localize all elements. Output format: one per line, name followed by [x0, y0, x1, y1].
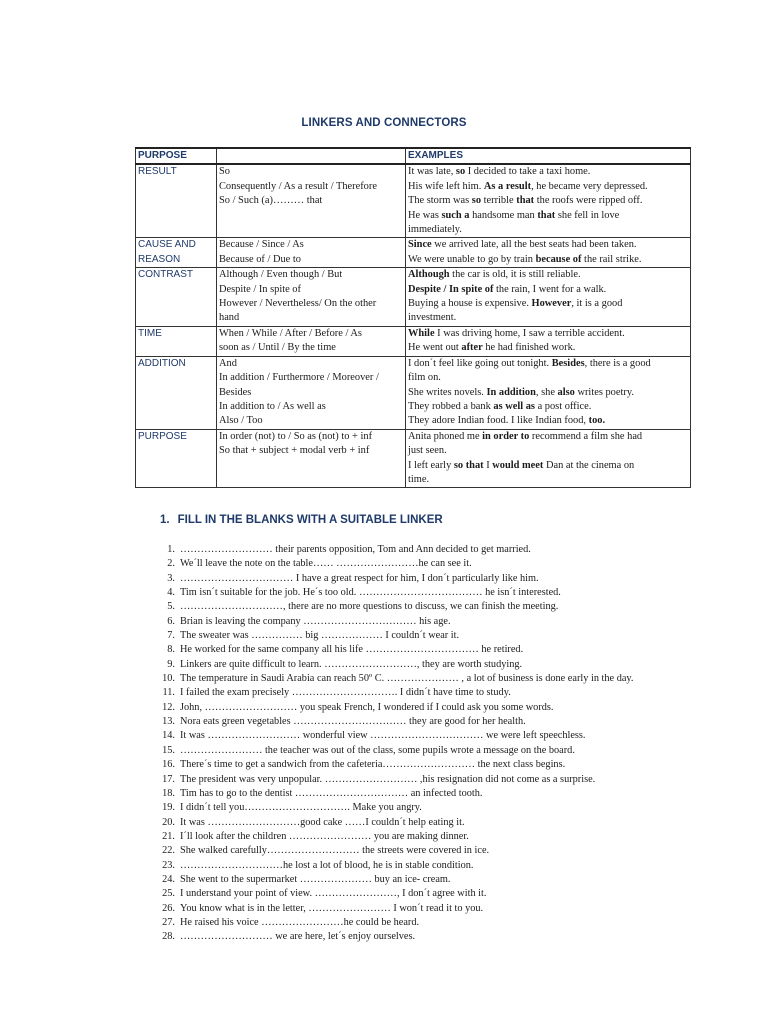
linker-highlight: such a [441, 209, 470, 221]
purpose-cell [136, 429, 217, 488]
linker-highlight: Besides [551, 357, 585, 369]
linker-highlight: too. [588, 415, 606, 427]
list-item [155, 615, 695, 629]
item-sentence: There´s time to get a sandwich from the cafeteria……………………… the next class begins. [180, 759, 566, 771]
example-text: immediately. [408, 224, 462, 236]
example-line [408, 238, 688, 252]
purpose-label: CONTRAST [138, 269, 193, 281]
purpose-label: ADDITION [138, 357, 186, 369]
linker-highlight: Since [408, 239, 432, 251]
linker-text: Consequently / As a result / Therefore [219, 180, 377, 192]
examples-cell [406, 326, 691, 356]
item-number: 8. [167, 644, 175, 656]
example-text: He was [408, 209, 442, 221]
example-line [408, 327, 688, 341]
example-line [408, 268, 688, 282]
examples-cell [406, 429, 691, 488]
item-sentence: I´ll look after the children …………………… you are making dinner. [180, 830, 469, 842]
example-text: I was driving home, I saw a terrible accident. [434, 327, 625, 339]
item-sentence: John, ……………………… you speak French, I wondered if I could ask you some words. [180, 701, 554, 713]
example-line [408, 194, 688, 208]
purpose-cell [136, 238, 217, 268]
item-sentence: ……………………… we are here, let´s enjoy ourselves. [180, 931, 416, 943]
example-text: Anita phoned me [408, 430, 483, 442]
item-number: 9. [167, 658, 175, 670]
linker-highlight: so [471, 195, 482, 207]
linker-highlight: that [537, 209, 556, 221]
linker-highlight: so [455, 166, 466, 178]
item-sentence: …………………………he lost a lot of blood, he is in stable condition. [180, 859, 474, 871]
table-row [136, 238, 691, 268]
example-text: , he became very depressed. [531, 180, 648, 192]
example-line [408, 283, 688, 297]
item-sentence: Nora eats green vegetables …………………………… they are good for her health. [180, 716, 526, 728]
item-number: 11. [162, 687, 175, 699]
item-sentence: ……………………… their parents opposition, Tom and Ann decided to get married. [180, 544, 531, 555]
item-number: 14. [162, 730, 175, 742]
purpose-cell [136, 326, 217, 356]
header-examples: EXAMPLES [406, 148, 691, 164]
item-sentence: Brian is leaving the company …………………………… his age. [180, 615, 451, 627]
example-line [408, 414, 688, 428]
purpose-label: RESULT [138, 166, 177, 178]
example-text: investment. [408, 312, 457, 324]
linker-text: Although / Even though / But [219, 269, 343, 281]
example-text: I [483, 459, 493, 471]
linkers-cell [217, 164, 406, 238]
linker-highlight: so that [453, 459, 484, 471]
example-text: the rail strike. [581, 253, 642, 265]
purpose-label: TIME [138, 327, 162, 339]
example-text: she fell in love [555, 209, 620, 221]
item-number: 13. [162, 716, 175, 728]
item-sentence: He worked for the same company all his life …………………………… he retired. [180, 644, 524, 656]
linker-text: soon as / Until / By the time [219, 342, 336, 354]
list-item [155, 600, 695, 614]
linkers-table [135, 147, 691, 488]
purpose-cell [136, 164, 217, 238]
example-text: She writes novels. [408, 386, 487, 398]
list-item [155, 844, 695, 858]
item-number: 16. [162, 759, 175, 771]
item-sentence: The president was very unpopular. ……………………… ,his resignation did not come as a surprise. [180, 773, 596, 785]
example-text: the car is old, it is still reliable. [449, 269, 581, 281]
item-sentence: You know what is in the letter, …………………… I won´t read it to you. [180, 902, 484, 914]
item-number: 19. [162, 802, 175, 814]
linker-text: And [219, 357, 237, 369]
item-number: 25. [162, 888, 175, 900]
linker-text: So that + subject + modal verb + inf [219, 445, 370, 457]
linker-highlight: Although [408, 269, 450, 281]
item-sentence: …………………… the teacher was out of the class, some pupils wrote a message on the board. [180, 744, 575, 756]
purpose-cell [136, 356, 217, 429]
item-number: 27. [162, 916, 175, 928]
list-item [155, 816, 695, 830]
list-item [155, 787, 695, 801]
example-line [408, 430, 688, 444]
item-number: 5. [167, 601, 175, 613]
item-sentence: I failed the exam precisely …………………………. I didn´t have time to study. [180, 687, 511, 699]
example-text: , it is a good [571, 298, 623, 310]
purpose-label: CAUSE AND [138, 239, 196, 251]
exercise-list [155, 543, 695, 943]
table-row [136, 429, 691, 488]
exercise-number: 1. [160, 514, 170, 526]
example-text: he had finished work. [482, 342, 576, 354]
list-item [155, 887, 695, 901]
linker-highlight: as well as [493, 400, 535, 412]
example-text: a post office. [534, 400, 592, 412]
item-number: 28. [162, 931, 175, 943]
list-item [155, 715, 695, 729]
linker-text: In order (not) to / So as (not) to + inf [219, 430, 373, 442]
example-line [408, 473, 688, 487]
item-number: 21. [162, 830, 175, 842]
item-sentence: Tim has to go to the dentist …………………………… an infected tooth. [180, 787, 483, 799]
linker-highlight: In addition [486, 386, 536, 398]
item-number: 24. [162, 873, 175, 885]
list-item [155, 930, 695, 943]
example-text: I don´t feel like going out tonight. [408, 357, 552, 369]
item-number: 17. [162, 773, 175, 785]
list-item [155, 744, 695, 758]
linker-text: So [219, 166, 230, 178]
purpose-label: PURPOSE [138, 430, 187, 442]
linker-highlight: However [531, 298, 572, 310]
linkers-cell [217, 429, 406, 488]
examples-cell [406, 164, 691, 238]
item-number: 26. [162, 902, 175, 914]
example-line [408, 223, 688, 237]
linker-highlight: While [408, 327, 435, 339]
item-sentence: It was ………………………good cake ……I couldn´t help eating it. [180, 816, 465, 828]
list-item [155, 643, 695, 657]
example-line [408, 444, 688, 458]
list-item [155, 729, 695, 743]
item-sentence: …………………………, there are no more questions to discuss, we can finish the meeting. [180, 601, 559, 613]
linker-highlight: Despite / In spite of [408, 283, 494, 295]
linker-text: Because / Since / As [219, 239, 304, 251]
item-sentence: The sweater was …………… big ……………… I couldn´t wear it. [180, 630, 460, 642]
list-item [155, 873, 695, 887]
example-text: just seen. [408, 445, 447, 457]
list-item [155, 773, 695, 787]
list-item [155, 801, 695, 815]
example-text: time. [408, 473, 430, 485]
examples-cell [406, 238, 691, 268]
example-text: recommend a film she had [529, 430, 643, 442]
item-sentence: It was ……………………… wonderful view …………………………… we were left speechless. [180, 730, 586, 742]
purpose-label: REASON [138, 253, 181, 265]
item-number: 20. [162, 816, 175, 828]
example-text: the roofs were ripped off. [534, 195, 643, 207]
example-line [408, 253, 688, 267]
linker-text: Because of / Due to [219, 253, 301, 265]
item-number: 7. [167, 630, 175, 642]
example-text: I left early [408, 459, 454, 471]
example-text: the rain, I went for a walk. [493, 283, 607, 295]
example-line [408, 357, 688, 371]
list-item [155, 586, 695, 600]
table-row [136, 268, 691, 327]
linker-highlight: would meet [492, 459, 544, 471]
example-line [408, 165, 688, 179]
example-line [408, 371, 688, 385]
example-line [408, 386, 688, 400]
example-text: It was late, [408, 166, 456, 178]
list-item [155, 572, 695, 586]
item-number: 18. [162, 787, 175, 799]
list-item [155, 701, 695, 715]
item-sentence: Linkers are quite difficult to learn. ………………………, they are worth studying. [180, 658, 523, 670]
item-number: 10. [162, 673, 175, 685]
example-text: handsome man [469, 209, 538, 221]
item-number: 3. [167, 572, 175, 584]
example-line [408, 180, 688, 194]
example-text: , she [535, 386, 558, 398]
linker-highlight: in order to [482, 430, 530, 442]
linkers-cell [217, 238, 406, 268]
linker-text: Despite / In spite of [219, 283, 301, 295]
item-number: 6. [167, 615, 175, 627]
list-item [155, 916, 695, 930]
list-item [155, 672, 695, 686]
linker-text: However / Nevertheless/ On the other [219, 298, 377, 310]
item-sentence: I didn´t tell you…………………………. Make you angry. [180, 802, 422, 814]
list-item [155, 758, 695, 772]
linker-highlight: that [516, 195, 535, 207]
list-item [155, 902, 695, 916]
example-line [408, 459, 688, 473]
list-item [155, 658, 695, 672]
example-text: terrible [481, 195, 517, 207]
item-sentence: …………………………… I have a great respect for him, I don´t particularly like him. [180, 572, 539, 584]
header-linkers [217, 148, 406, 164]
example-text: , there is a good [584, 357, 651, 369]
linker-text: In addition to / As well as [219, 400, 326, 412]
example-text: They robbed a bank [408, 400, 494, 412]
header-purpose: PURPOSE [136, 148, 217, 164]
table-header-row [136, 148, 691, 164]
example-text: His wife left him. [408, 180, 484, 192]
table-row [136, 356, 691, 429]
item-number: 4. [167, 587, 175, 599]
linker-highlight: also [557, 386, 575, 398]
list-item [155, 543, 695, 557]
page-title: LINKERS AND CONNECTORS [301, 117, 467, 129]
example-text: film on. [408, 372, 441, 384]
item-number: 1. [167, 544, 175, 555]
example-line [408, 311, 688, 325]
item-sentence: I understand your point of view. ……………………, I don´t agree with it. [180, 888, 487, 900]
table-row [136, 164, 691, 238]
list-item [155, 557, 695, 571]
item-sentence: He raised his voice ……………………he could be heard. [180, 916, 420, 928]
purpose-cell [136, 268, 217, 327]
linkers-cell [217, 268, 406, 327]
linkers-cell [217, 326, 406, 356]
example-text: Buying a house is expensive. [408, 298, 532, 310]
example-line [408, 297, 688, 311]
example-text: The storm was [408, 195, 472, 207]
item-sentence: Tim isn´t suitable for the job. He´s too old. ……………………………… he isn´t interested. [180, 587, 561, 599]
linker-text: When / While / After / Before / As [219, 327, 362, 339]
linker-highlight: because of [535, 253, 582, 265]
item-sentence: We´ll leave the note on the table…… ……………………he can see it. [180, 558, 472, 570]
example-text: We were unable to go by train [408, 253, 536, 265]
linker-highlight: after [461, 342, 483, 354]
linker-text: So / Such (a)……… that [219, 195, 323, 207]
item-number: 22. [162, 845, 175, 857]
linker-highlight: As a result [483, 180, 532, 192]
exercise-title: FILL IN THE BLANKS WITH A SUITABLE LINKER [177, 514, 443, 526]
example-text: He went out [408, 342, 462, 354]
list-item [155, 830, 695, 844]
example-text: we arrived late, all the best seats had been taken. [431, 239, 637, 251]
list-item [155, 859, 695, 873]
item-number: 2. [167, 558, 175, 570]
example-line [408, 341, 688, 355]
linker-text: In addition / Furthermore / Moreover / [219, 372, 379, 384]
example-line [408, 209, 688, 223]
example-text: Dan at the cinema on [543, 459, 635, 471]
item-sentence: She walked carefully……………………… the streets were covered in ice. [180, 845, 490, 857]
list-item [155, 686, 695, 700]
item-number: 12. [162, 701, 175, 713]
table-row [136, 326, 691, 356]
example-text: They adore Indian food. I like Indian food, [408, 415, 589, 427]
linker-text: hand [219, 312, 240, 324]
item-number: 23. [162, 859, 175, 871]
examples-cell [406, 268, 691, 327]
example-text: writes poetry. [574, 386, 634, 398]
example-line [408, 400, 688, 414]
exercise-heading [160, 514, 443, 526]
item-number: 15. [162, 744, 175, 756]
examples-cell [406, 356, 691, 429]
item-sentence: The temperature in Saudi Arabia can reach 50º C. ………………… , a lot of business is done early in the day. [180, 673, 634, 685]
example-text: I decided to take a taxi home. [465, 166, 591, 178]
linker-text: Besides [219, 386, 252, 398]
item-sentence: She went to the supermarket ………………… buy an ice- cream. [180, 873, 451, 885]
list-item [155, 629, 695, 643]
linkers-cell [217, 356, 406, 429]
linker-text: Also / Too [219, 415, 263, 427]
